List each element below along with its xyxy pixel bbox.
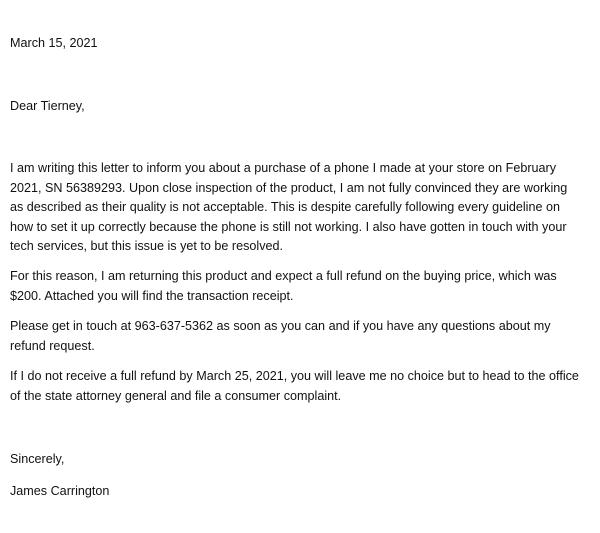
- closing: Sincerely,: [10, 452, 65, 466]
- body-paragraph-deadline-warning: If I do not receive a full refund by March 25, 2021, you will leave me no choice but to head to the office of the state attorney general and file a consumer complaint.: [10, 369, 579, 403]
- body-paragraph-contact-info: Please get in touch at 963-637-5362 as soon as you can and if you have any questions about my refund request.: [10, 319, 551, 353]
- signature-name: James Carrington: [10, 484, 110, 498]
- body-paragraph-refund-request: For this reason, I am returning this product and expect a full refund on the buying price, which was $200. Attached you will find the transaction receipt.: [10, 269, 557, 303]
- letter-date: March 15, 2021: [10, 36, 98, 50]
- body-paragraph-purchase-issue: I am writing this letter to inform you about a purchase of a phone I made at your store on February 2021, SN 56389293. Upon close inspection of the product, I am not fully convinced they are working as described as their quality is not acceptable. This is despite carefully following every guideline on how to set it up correctly because the phone is still not working. I also have gotten in touch with your tech services, but this issue is yet to be resolved.: [10, 161, 568, 253]
- salutation: Dear Tierney,: [10, 99, 85, 113]
